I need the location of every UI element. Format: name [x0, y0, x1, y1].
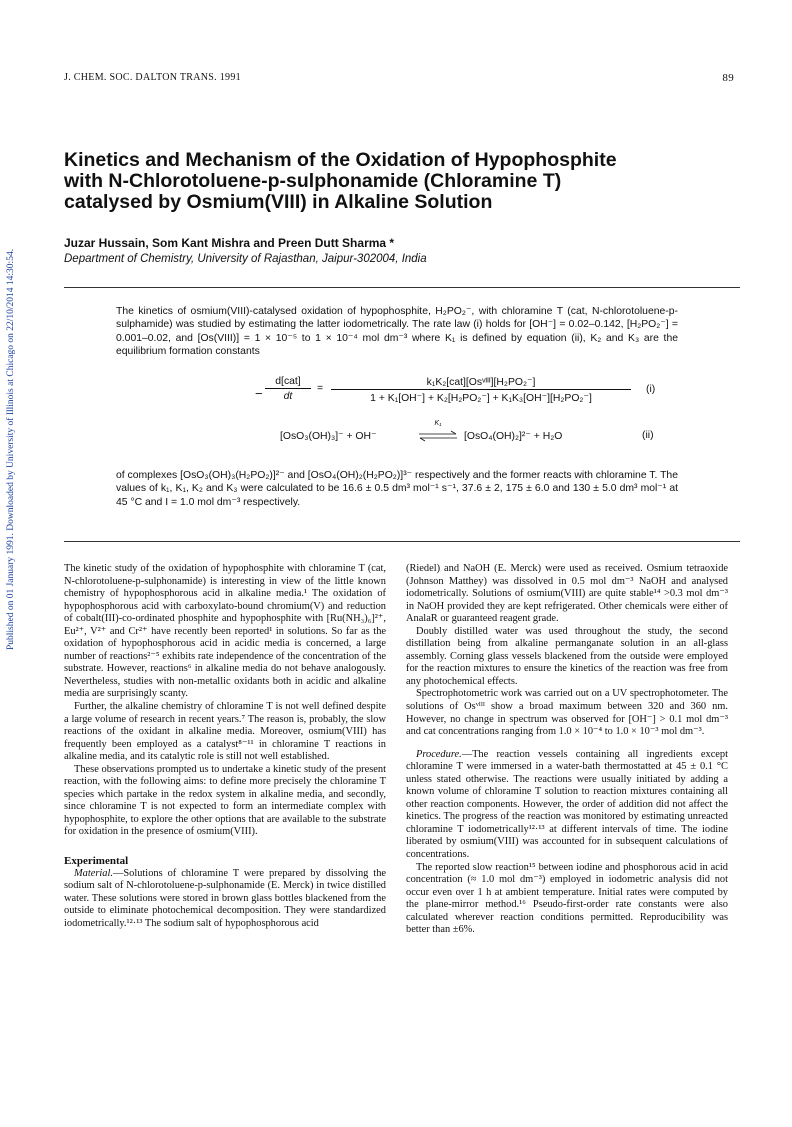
- running-header: [64, 72, 734, 83]
- water-paragraph: Doubly distilled water was used throughout the study, the second distillation being from alkaline permanganate solution in an all-glass assembly. Corning glass vessels blackened from the outside were employed for the reaction mixtures to ensure the kinetics of the reaction was free from any photochemical effects.: [406, 625, 728, 687]
- intro-paragraph-3: These observations prompted us to undertake a kinetic study of the present reaction, with the following aims: to define more precisely the chloramine T species which partake in the redox system in alkaline media, and secondly, since chloramine T is not expected to form an intermediate complex with hypophosphite, to explore the other options that are available to the substrate for oxidation in the presence of osmium(VIII).: [64, 763, 386, 838]
- author-list: Juzar Hussain, Som Kant Mishra and Preen Dutt Sharma *: [64, 236, 395, 250]
- equilibrium-arrow-icon: [418, 430, 458, 442]
- eq1-lhs: [265, 376, 311, 402]
- eq1-lhs-denominator: dt: [265, 388, 311, 402]
- material-paragraph: [64, 868, 386, 931]
- title-line-2: with N-Chlorotoluene-p-sulphonamide (Chloramine T): [64, 170, 562, 192]
- download-watermark: [6, 150, 20, 650]
- page-number: 89: [722, 72, 734, 84]
- eq1-equals: =: [317, 383, 324, 394]
- abstract-text-1: The kinetics of osmium(VIII)-catalysed oxidation of hypophosphite, H₂PO₂⁻, with chloramine T (cat, N-chlorotoluene-p-sulphamide) was studied by estimating the latter iodometrically. The rate law (i) holds for [OH⁻] = 0.02–0.142, [H₂PO₂⁻] = 0.001–0.02, and [Os(VIII)] = 1 × 10⁻⁵ to 1 × 10⁻⁴ mol dm⁻³ where K₁ is defined by equation (ii), K₂ and K₃ are the equilibrium formation constants: [116, 306, 678, 357]
- left-column: [64, 563, 386, 930]
- spectro-paragraph: Spectrophotometric work was carried out on a UV spectrophotometer. The solutions of Osᵛᴵᴵᴵ show a broad maximum between 320 and 360 nm. However, no change in spectrum was observed for [OH⁻] > 0.1 mol dm⁻³ and cat concentrations ranging from 1.0 × 10⁻⁴ to 1.0 × 10⁻³ mol dm⁻³.: [406, 688, 728, 738]
- eq2-label: (ii): [642, 430, 654, 441]
- procedure-label: Procedure.: [416, 748, 462, 760]
- equation-ii: [280, 420, 660, 446]
- title-line-1: Kinetics and Mechanism of the Oxidation of Hypophosphite: [64, 149, 617, 171]
- intro-paragraph-1: The kinetic study of the oxidation of hypophosphite with chloramine T (cat, N-chlorotoluene-p-sulphonamide) is interesting in view of the little known chemistry of hypophosphorous acid in alkaline media.¹ The oxidation of hypophosphorous acid with carboxylato-bound chromium(V) and reduction of cobalt(III)-co-ordinated phosphite and hypophosphite with [Ru(NH₃)₆]²⁺, Eu²⁺, V²⁺ and Cr²⁺ have recently been reported¹ in solutions. So far as the oxidation of hypophosphorous acid in acidic media is concerned, a large number of reactions²⁻⁵ exhibits rate independence of the concentration of the substrate. However, reactions⁶ in alkaline media do not behave analogously. Nevertheless, studies with non-metallic oxidants both in acidic and alkaline media are surprisingly scanty.: [64, 563, 386, 700]
- title-line-3: catalysed by Osmium(VIII) in Alkaline Solution: [64, 191, 493, 213]
- eq1-label: (i): [646, 384, 656, 395]
- abstract-text-2: of complexes [OsO₃(OH)₃(H₂PO₂)]²⁻ and [OsO₄(OH)₂(H₂PO₂)]³⁻ respectively and the former reacts with chloramine T. The values of k₁, K₁, K₂ and K₃ were calculated to be 16.6 ± 0.5 dm³ mol⁻¹ s⁻¹, 37.6 ± 2, 175 ± 6.0 and 130 ± 5.0 dm³ mol⁻¹ at 45 °C and I = 1.0 mol dm⁻³ respectively.: [116, 470, 678, 508]
- eq2-right: [OsO₄(OH)₂]²⁻ + H₂O: [464, 431, 563, 442]
- procedure-paragraph: [406, 749, 728, 862]
- eq1-lhs-numerator: d[cat]: [275, 376, 301, 387]
- eq2-left: [OsO₃(OH)₃]⁻ + OH⁻: [280, 431, 377, 442]
- article-title: [64, 150, 744, 213]
- affiliation: Department of Chemistry, University of Rajasthan, Jaipur-302004, India: [64, 253, 427, 265]
- procedure-text: —The reaction vessels containing all ingredients except chloramine T were immersed in a water-bath thermostatted at 45 ± 0.1 °C unless stated otherwise. The reactions were usually initiated by adding a known volume of chloramine T solution to reaction mixtures containing all other reaction components. However, the order of addition did not affect the kinetics. The progress of the reaction was monitored by estimating unreacted chloramine T iodometrically¹²·¹³ at different intervals of time. The iodine liberated by osmium(VIII) was accounted for in subsequent calculations of concentrations.: [406, 748, 728, 861]
- eq2-arrow-label: K₁: [434, 420, 442, 427]
- iodine-paragraph: The reported slow reaction¹⁵ between iodine and phosphorous acid in acid concentration (≈ 1.0 mol dm⁻³) employed in iodometric analysis did not occur even over 1 h at ambient temperature. Initial rates were computed by the plane-mirror method.¹⁶ Pseudo-first-order rate constants were also calculated wherever reaction conditions permitted. Reproducibility was better than ±6%.: [406, 861, 728, 936]
- material-text: —Solutions of chloramine T were prepared by dissolving the sodium salt of N-chlorotoluene-p-sulphonamide (E. Merck) in twice distilled water. These solutions were stored in brown glass bottles blackened from the outside to eliminate photochemical decomposition. They were standardized iodometrically.¹²·¹³ The sodium salt of hypophosphorous acid: [64, 867, 386, 929]
- eq1-rhs-numerator: k₁K₂[cat][Osᵛᴵᴵᴵ][H₂PO₂⁻]: [426, 377, 536, 388]
- section-heading-experimental: Experimental: [64, 855, 129, 868]
- eq1-prefix: −: [255, 386, 263, 401]
- journal-name: J. CHEM. SOC. DALTON TRANS. 1991: [64, 72, 241, 83]
- right-column: [406, 563, 728, 937]
- eq1-rhs: [331, 376, 631, 404]
- intro-paragraph-2: Further, the alkaline chemistry of chloramine T is not well defined despite a large volume of research in recent years.⁷ The reason is, probably, the slow reactions of the oxidant in alkaline media. Moreover, osmium(VIII) has frequently been employed as a catalyst⁸⁻¹¹ in chloramine T reactions in alkaline media, and its catalytic role is still not well established.: [64, 701, 386, 763]
- eq1-rhs-denominator: 1 + K₁[OH⁻] + K₂[H₂PO₂⁻] + K₁K₃[OH⁻][H₂PO₂⁻]: [331, 389, 631, 404]
- abstract-bottom-rule: [64, 541, 740, 542]
- abstract-top-rule: [64, 287, 740, 288]
- material-label: Material.: [74, 867, 113, 879]
- download-watermark-text: Published on 01 January 1991. Downloaded by University of Illinois at Chicago on 22/10/2014 14:30:54.: [6, 248, 16, 650]
- materials-continued-paragraph: (Riedel) and NaOH (E. Merck) were used as received. Osmium tetraoxide (Johnson Matthey) was dissolved in 0.5 mol dm⁻³ NaOH and analysed iodometrically. Solutions of osmium(VIII) are quite stable¹⁴ >0.3 mol dm⁻³ in NaOH provided they are kept refrigerated. Other chemicals were either of AnalaR or guaranteed reagent grade.: [406, 563, 728, 625]
